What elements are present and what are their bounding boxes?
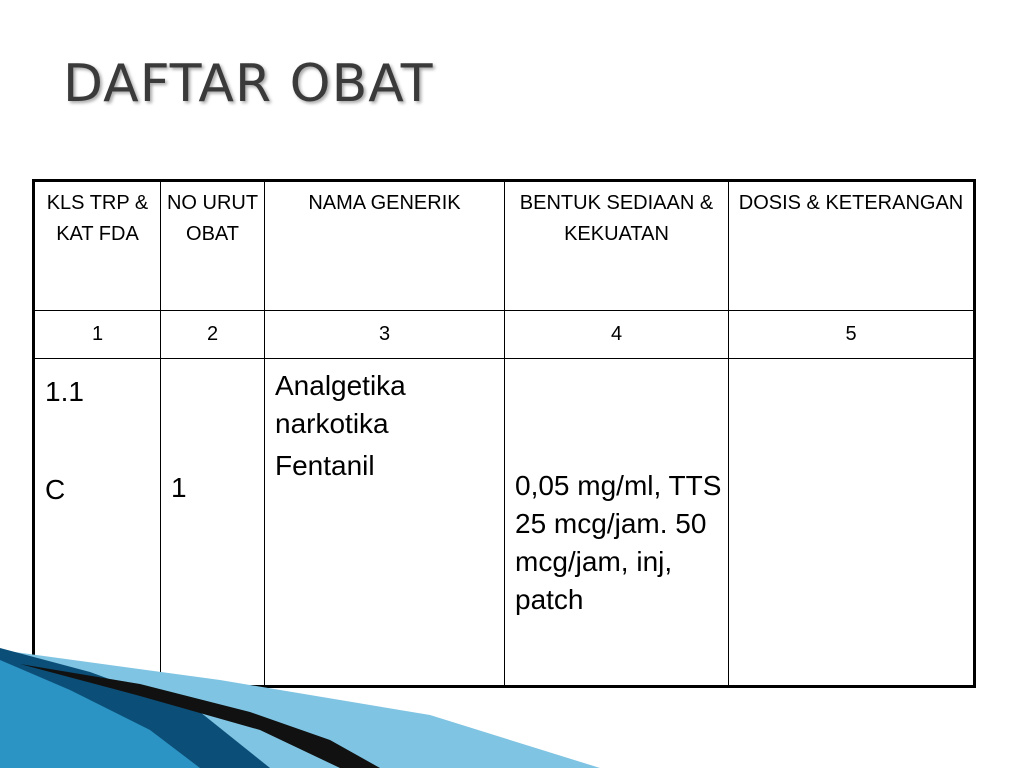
column-number-cell: 1 xyxy=(34,311,161,359)
dosage-form-strength: 0,05 mg/ml, TTS 25 mcg/jam. 50 mcg/jam, inj, patch xyxy=(515,470,722,615)
header-cell-dosis: DOSIS & KETERANGAN xyxy=(729,181,975,311)
column-number-cell: 4 xyxy=(505,311,729,359)
header-cell-kls-trp: KLS TRP & KAT FDA xyxy=(34,181,161,311)
cell-nama-generik xyxy=(265,359,505,687)
kls-trp-value: 1.1 xyxy=(45,376,84,407)
generic-drug-name: Fentanil xyxy=(275,450,375,481)
cell-bentuk-sediaan xyxy=(505,359,729,687)
column-number-row xyxy=(34,311,975,359)
kat-fda-value: C xyxy=(45,474,66,505)
header-cell-no-urut: NO URUT OBAT xyxy=(161,181,265,311)
cell-no-urut xyxy=(161,359,265,687)
slide-title: DAFTAR OBAT xyxy=(63,54,434,114)
header-row xyxy=(34,181,975,311)
cell-dosis-keterangan xyxy=(729,359,975,687)
drug-list-table xyxy=(32,179,976,688)
header-cell-nama-generik: NAMA GENERIK xyxy=(265,181,505,311)
drug-group-name: Analgetika narkotika xyxy=(275,370,406,439)
no-urut-value: 1 xyxy=(171,472,187,503)
table-row xyxy=(34,359,975,687)
column-number-cell: 5 xyxy=(729,311,975,359)
column-number-cell: 3 xyxy=(265,311,505,359)
header-cell-bentuk-sediaan: BENTUK SEDIAAN & KEKUATAN xyxy=(505,181,729,311)
cell-kls-trp-kat-fda xyxy=(34,359,161,687)
column-number-cell: 2 xyxy=(161,311,265,359)
